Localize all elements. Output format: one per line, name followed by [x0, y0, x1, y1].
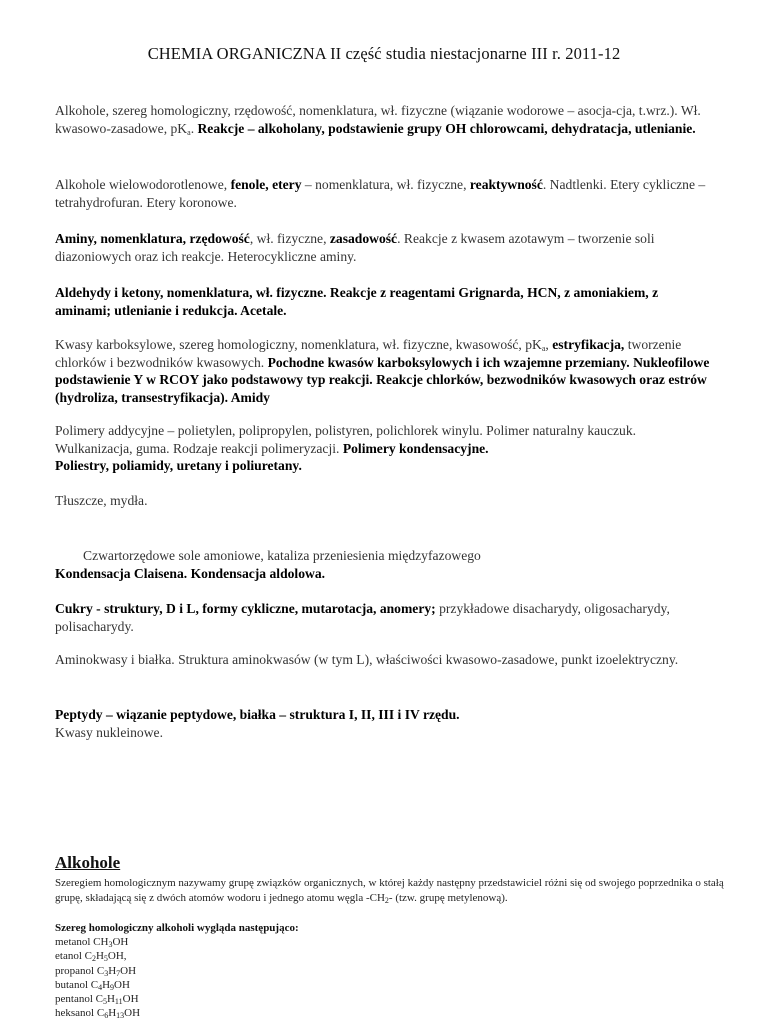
subscript: 7 — [116, 968, 121, 978]
paragraph-aminokwasy — [55, 651, 710, 669]
paragraph-bold: estryfikacja, — [552, 337, 625, 352]
subscript: 2 — [384, 895, 389, 905]
list-item — [55, 1006, 140, 1020]
subscript: 3 — [104, 968, 109, 978]
paragraph-bold: Polimery kondensacyjne. — [342, 440, 489, 456]
paragraph-text: . Nadtlenki. Etery cykliczne – tetrahydrofuran. Etery koronowe. — [55, 177, 706, 210]
paragraph-text: tworzenie chlorków i bezwodników kwasowych. — [55, 337, 682, 370]
list-item — [55, 935, 140, 949]
list-item-name: heksanol C — [55, 1007, 105, 1020]
list-item — [55, 964, 140, 978]
list-item-name: butanol C — [55, 978, 99, 991]
list-item-formula: OH — [122, 993, 139, 1006]
paragraph-bold: Reakcje – alkoholany, podstawienie grupy OH chlorowcami, dehydratacja, utlenianie. — [194, 120, 696, 136]
list-item — [55, 949, 140, 963]
homologous-series-list — [55, 935, 140, 1021]
list-item — [55, 992, 140, 1006]
paragraph-aldehydy — [55, 284, 710, 319]
subscript: 11 — [114, 997, 123, 1007]
paragraph-bold: Pochodne kwasów karboksylowych i ich wzajemne przemiany. Nukleofilowe podstawienie Y w RCOY jako podstawowy typ reakcji. Reakcje chlorków, bezwodników kwasowych oraz estrów (hydroliza, transestryfikacja). Amidy — [55, 354, 710, 405]
paragraph-polimery — [55, 422, 710, 475]
list-item-name: propanol C — [55, 964, 105, 977]
list-item-formula: OH — [124, 1007, 141, 1020]
list-item-formula: OH, — [107, 950, 127, 963]
list-item-formula: OH — [114, 978, 130, 991]
paragraph-bold: Poliestry, poliamidy, uretany i poliuretany. — [55, 458, 302, 473]
paragraph-alkohole-wielowodorotlenowe — [55, 176, 710, 211]
paragraph-text: , — [545, 337, 553, 352]
paragraph-text: - (tzw. grupę metylenową). — [388, 891, 508, 904]
subscript: 2 — [91, 954, 96, 964]
subscript: 5 — [103, 954, 108, 964]
list-item-formula: H — [108, 964, 117, 977]
paragraph-bold: Peptydy – wiązanie peptydowe, białka – struktura I, II, III i IV rzędu. — [55, 707, 460, 722]
section-paragraph — [55, 876, 735, 905]
paragraph-aminy — [55, 230, 710, 265]
paragraph-text: Alkohole wielowodorotlenowe, — [55, 177, 231, 192]
list-item-formula: OH — [112, 936, 129, 948]
list-item-name: pentanol C — [55, 993, 103, 1006]
paragraph-sole-amoniowe — [55, 547, 710, 582]
paragraph-text: Alkohole, szereg homologiczny, rzędowość, nomenklatura, wł. fizyczne (wiązanie wodorowe – asocja-cja, t.wrz.). Wł. kwasowo-zasadowe, pK — [55, 103, 701, 136]
subscript: 5 — [102, 997, 107, 1007]
subscript: a — [187, 127, 191, 137]
paragraph-kwasy-karboksylowe — [55, 336, 710, 406]
subscript: 3 — [108, 940, 113, 949]
paragraph-bold: reaktywność — [469, 177, 543, 192]
paragraph-text: przykładowe disacharydy, oligosacharydy, polisacharydy. — [55, 601, 670, 634]
paragraph-text: Kwasy karboksylowe, szereg homologiczny, nomenklatura, wł. fizyczne, kwasowość, pK — [55, 337, 542, 352]
paragraph-text: , wł. fizyczne, — [249, 231, 330, 246]
section-heading-alkohole: Alkohole — [55, 853, 121, 872]
paragraph-text: – nomenklatura, wł. fizyczne, — [301, 177, 470, 192]
paragraph-alkohole — [55, 102, 710, 137]
list-item-formula: H — [102, 978, 111, 991]
subscript: 6 — [104, 1011, 109, 1021]
paragraph-peptydy — [55, 706, 710, 741]
list-item-formula: OH — [120, 964, 137, 977]
list-item-formula: H — [108, 1007, 117, 1020]
paragraph-cukry — [55, 600, 710, 635]
paragraph-text: Czwartorzędowe sole amoniowe, kataliza przeniesienia międzyfazowego — [83, 548, 481, 563]
paragraph-text: . Reakcje z kwasem azotawym – tworzenie soli diazoniowych oraz ich reakcje. Heterocykliczne aminy. — [55, 231, 655, 264]
paragraph-bold: zasadowość — [329, 231, 398, 246]
paragraph-bold: Kondensacja Claisena. Kondensacja aldolowa. — [55, 565, 326, 581]
paragraph-text: Kwasy nukleinowe. — [55, 724, 163, 740]
page-title: CHEMIA ORGANICZNA II część studia niestacjonarne III r. 2011-12 — [147, 44, 621, 63]
paragraph-bold: Cukry - struktury, D i L, formy cykliczne, mutarotacja, anomery; — [55, 601, 436, 616]
list-item-name: metanol CH — [55, 936, 109, 948]
subscript: 4 — [98, 982, 103, 992]
subscript: 9 — [110, 982, 115, 992]
paragraph-text: Szeregiem homologicznym nazywamy grupę związków organicznych, w której każdy następny przedstawiciel różni się od swojego poprzednika o stałą grupę, składającą się z dwóch atomów wodoru i jednego atomu węgla -CH — [55, 877, 724, 904]
list-item-formula: H — [106, 993, 115, 1006]
list-item-formula: H — [95, 950, 104, 963]
subscript: 13 — [116, 1011, 125, 1021]
section-subheading: Szereg homologiczny alkoholi wygląda następująco: — [55, 922, 299, 934]
paragraph-tluszcze — [55, 492, 710, 510]
paragraph-text: Aminokwasy i białka. Struktura aminokwasów (w tym L), właściwości kwasowo-zasadowe, punkt izoelektryczny. — [55, 652, 679, 667]
paragraph-text: . — [190, 120, 195, 136]
paragraph-bold: Aldehydy i ketony, nomenklatura, wł. fizyczne. Reakcje z reagentami Grignarda, HCN, z amoniakiem, z aminami; utlenianie i redukcja. Acetale. — [55, 285, 659, 318]
paragraph-text: Tłuszcze, mydła. — [55, 493, 148, 508]
paragraph-bold: Aminy, nomenklatura, rzędowość — [55, 231, 250, 246]
subscript: a — [541, 344, 546, 353]
list-item-name: etanol C — [55, 950, 92, 963]
paragraph-bold: fenole, etery — [230, 177, 302, 192]
paragraph-text: Polimery addycyjne – polietylen, polipropylen, polistyren, polichlorek winylu. Polimer naturalny kauczuk. Wulkanizacja, guma. Rodzaje reakcji polimeryzacji. — [55, 423, 637, 456]
list-item — [55, 978, 140, 992]
